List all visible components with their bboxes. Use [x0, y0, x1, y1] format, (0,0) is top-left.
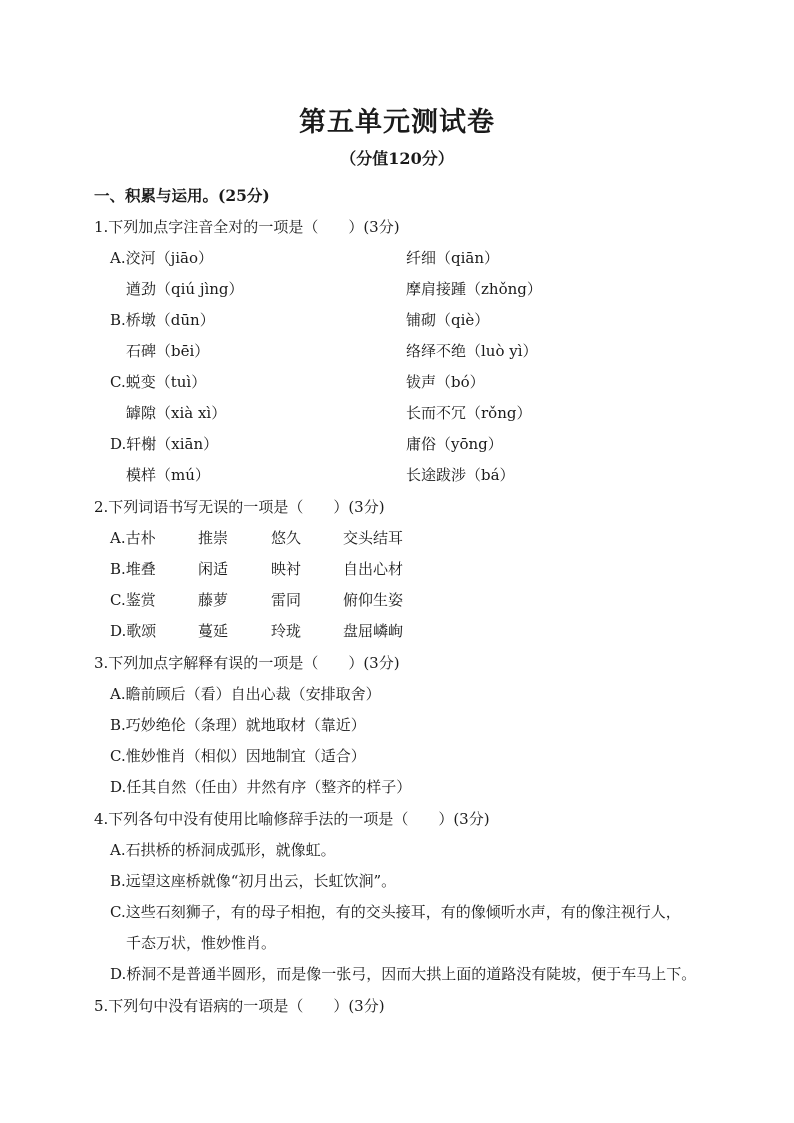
- q3-option-c: C.惟妙惟肖（相似）因地制宜（适合）: [110, 747, 366, 765]
- q2-b-word4: 自出心材: [343, 560, 404, 578]
- q1-d-right2: 长途跋涉（bá）: [406, 466, 515, 484]
- q4-option-c-line1: C.这些石刻狮子，有的母子相抱，有的交头接耳，有的像倾听水声，有的像注视行人，: [110, 903, 681, 921]
- q2-a-word4: 交头结耳: [343, 529, 404, 547]
- q1-c-left1: C.蜕变（tuì）: [110, 373, 207, 391]
- q2-a-word1: A.古朴: [110, 529, 156, 547]
- q1-a-left1: A.洨河（jiāo）: [110, 249, 214, 267]
- q2-d-word2: 蔓延: [198, 622, 229, 640]
- q1-d-left1: D.轩榭（xiān）: [110, 435, 219, 453]
- q2-a-word2: 推崇: [198, 529, 229, 547]
- q2-b-word3: 映衬: [271, 560, 302, 578]
- q1-d-left2: 模样（mú）: [126, 466, 210, 484]
- q2-b-word2: 闲适: [198, 560, 229, 578]
- q1-c-left2: 罅隙（xià xì）: [126, 404, 227, 422]
- q1-a-left2: 遒劲（qiú jìng）: [126, 280, 244, 298]
- question-2-stem: 2.下列词语书写无误的一项是（ ）(3分): [94, 498, 385, 516]
- q2-c-word1: C.鉴赏: [110, 591, 156, 609]
- q4-option-c-line2: 千态万状，惟妙惟肖。: [126, 934, 277, 952]
- question-3-stem: 3.下列加点字解释有误的一项是（ ）(3分): [94, 654, 400, 672]
- page-title: 第五单元测试卷: [299, 107, 495, 138]
- q1-c-right2: 长而不冗（rǒng）: [406, 404, 532, 422]
- question-1-stem: 1.下列加点字注音全对的一项是（ ）(3分): [94, 218, 400, 236]
- q2-c-word2: 藤萝: [198, 591, 229, 609]
- q1-b-left2: 石碑（bēi）: [126, 342, 210, 360]
- page-subtitle: （分值120分）: [340, 149, 454, 168]
- q1-d-right1: 庸俗（yōng）: [406, 435, 503, 453]
- q1-b-right1: 铺砌（qiè）: [406, 311, 490, 329]
- q1-a-right2: 摩肩接踵（zhǒng）: [406, 280, 542, 298]
- question-5-stem: 5.下列句中没有语病的一项是（ ）(3分): [94, 997, 385, 1015]
- q1-c-right1: 钹声（bó）: [406, 373, 485, 391]
- q2-d-word1: D.歌颂: [110, 622, 157, 640]
- question-4-stem: 4.下列各句中没有使用比喻修辞手法的一项是（ ）(3分): [94, 810, 490, 828]
- q4-option-a: A.石拱桥的桥洞成弧形，就像虹。: [110, 841, 336, 859]
- q2-c-word4: 俯仰生姿: [343, 591, 404, 609]
- q3-option-a: A.瞻前顾后（看）自出心裁（安排取舍）: [110, 685, 381, 703]
- q2-c-word3: 雷同: [271, 591, 302, 609]
- q4-option-d: D.桥洞不是普通半圆形，而是像一张弓，因而大拱上面的道路没有陡坡，便于车马上下。: [110, 965, 697, 983]
- q2-b-word1: B.堆叠: [110, 560, 156, 578]
- q2-d-word3: 玲珑: [271, 622, 302, 640]
- q4-option-b: B.远望这座桥就像“初月出云，长虹饮涧”。: [110, 872, 397, 890]
- q2-d-word4: 盘屈嶙峋: [343, 622, 404, 640]
- q2-a-word3: 悠久: [271, 529, 302, 547]
- q1-b-right2: 络绎不绝（luò yì）: [406, 342, 538, 360]
- q3-option-b: B.巧妙绝伦（条理）就地取材（靠近）: [110, 716, 366, 734]
- section-heading: 一、积累与运用。(25分): [94, 186, 270, 205]
- q3-option-d: D.任其自然（任由）井然有序（整齐的样子）: [110, 778, 412, 796]
- q1-b-left1: B.桥墩（dūn）: [110, 311, 215, 329]
- q1-a-right1: 纤细（qiān）: [406, 249, 500, 267]
